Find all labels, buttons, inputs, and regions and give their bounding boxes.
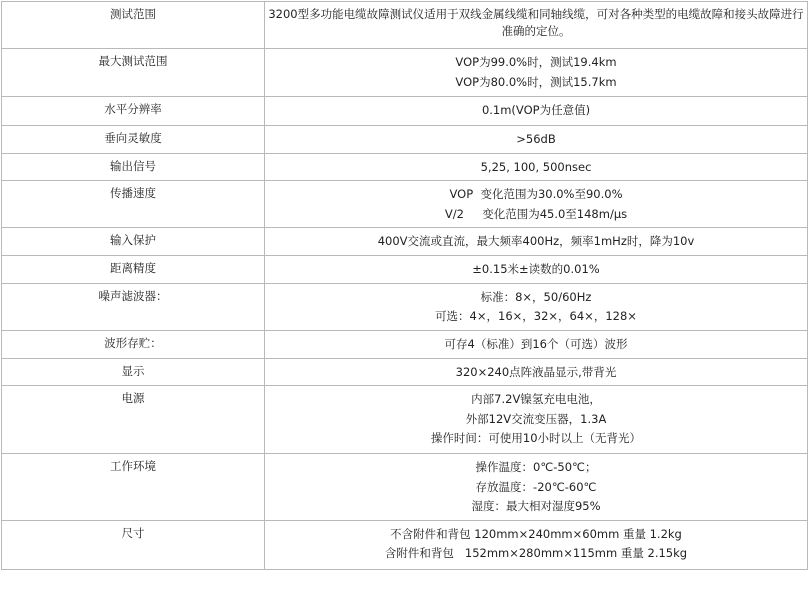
spec-label: 水平分辨率	[2, 97, 265, 126]
spec-row	[2, 228, 808, 256]
spec-row	[2, 454, 808, 521]
spec-label: 测试范围	[2, 2, 265, 49]
spec-value	[265, 520, 808, 569]
spec-label: 显示	[2, 358, 265, 386]
spec-row	[2, 256, 808, 284]
spec-row	[2, 153, 808, 181]
spec-label: 输入保护	[2, 228, 265, 256]
spec-row	[2, 2, 808, 49]
spec-value-line: 操作温度：0℃-50℃；	[475, 460, 597, 474]
spec-value-line: 内部7.2V镍氢充电电池，	[471, 392, 601, 406]
spec-value	[265, 49, 808, 97]
spec-value	[265, 358, 808, 386]
spec-value	[265, 153, 808, 181]
spec-value-line: 3200型多功能电缆故障测试仪适用于双线金属线缆和同轴线缆，可对各种类型的电缆故障和接头故障进行准确的定位。	[268, 7, 804, 38]
spec-row	[2, 126, 808, 154]
spec-value	[265, 228, 808, 256]
spec-value-line: >56dB	[516, 132, 556, 146]
spec-table-body	[2, 2, 808, 570]
spec-value-line: 可存4（标准）到16个（可选）波形	[444, 336, 628, 351]
spec-value	[265, 283, 808, 330]
spec-value-line: 320×240点阵液晶显示,带背光	[455, 364, 617, 379]
spec-value	[265, 386, 808, 454]
spec-label: 垂向灵敏度	[2, 126, 265, 154]
spec-label: 尺寸	[2, 520, 265, 569]
spec-value-line: 5,25, 100, 500nsec	[480, 159, 592, 174]
spec-value-line: 湿度：最大相对湿度95%	[471, 499, 601, 513]
spec-value	[265, 454, 808, 521]
spec-label: 距离精度	[2, 256, 265, 284]
spec-value-line: 操作时间：可使用10小时以上（无背光）	[430, 431, 642, 445]
spec-value-line: 不含附件和背包 120mm×240mm×60mm 重量 1.2kg	[390, 526, 682, 541]
spec-value	[265, 2, 808, 49]
spec-value	[265, 330, 808, 358]
spec-value-line: VOP为99.0%时，测试19.4km	[455, 55, 617, 69]
spec-value-line: 可选：4×，16×，32×，64×，128×	[435, 309, 637, 323]
spec-value-line: 外部12V交流变压器，1.3A	[465, 411, 607, 426]
spec-row	[2, 386, 808, 454]
spec-value	[265, 97, 808, 126]
spec-row	[2, 97, 808, 126]
spec-row	[2, 181, 808, 228]
spec-table	[1, 1, 808, 570]
spec-label: 噪声滤波器：	[2, 283, 265, 330]
spec-value	[265, 181, 808, 228]
spec-value-line: VOP 变化范围为30.0%至90.0%	[449, 187, 623, 201]
spec-value-line: V/2 变化范围为45.0至148m/μs	[444, 206, 628, 221]
spec-label: 输出信号	[2, 153, 265, 181]
spec-label: 工作环境	[2, 454, 265, 521]
spec-value-line: 0.1m(VOP为任意值)	[481, 103, 591, 117]
spec-value-line: ±0.15米±读数的0.01%	[472, 262, 600, 276]
spec-value-line: 标准：8×，50/60Hz	[480, 289, 592, 304]
spec-value-line: 含附件和背包 152mm×280mm×115mm 重量 2.15kg	[384, 546, 688, 560]
spec-row	[2, 330, 808, 358]
spec-row	[2, 49, 808, 97]
spec-value	[265, 256, 808, 284]
spec-value	[265, 126, 808, 154]
spec-label: 波形存贮：	[2, 330, 265, 358]
spec-value-line: VOP为80.0%时，测试15.7km	[455, 74, 617, 89]
spec-value-line: 存放温度：-20℃-60℃	[475, 479, 597, 494]
spec-row	[2, 520, 808, 569]
spec-value-line: 400V交流或直流，最大频率400Hz，频率1mHz时，降为10v	[377, 234, 695, 248]
spec-label: 电源	[2, 386, 265, 454]
spec-row	[2, 283, 808, 330]
spec-label: 传播速度	[2, 181, 265, 228]
spec-label: 最大测试范围	[2, 49, 265, 97]
spec-row	[2, 358, 808, 386]
